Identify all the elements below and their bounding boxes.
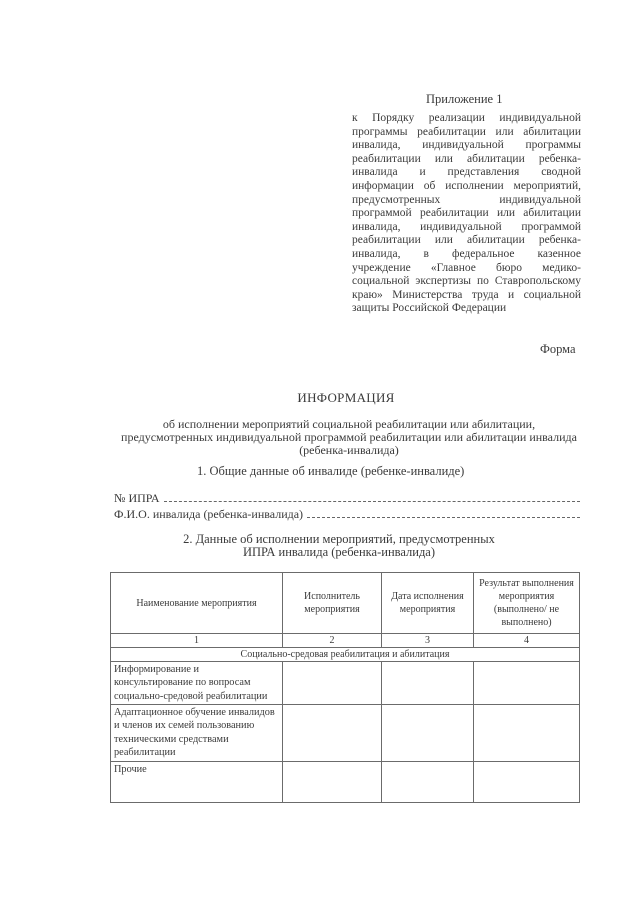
section-1-heading: 1. Общие данные об инвалиде (ребенке-инвалиде) <box>197 464 465 478</box>
table-row <box>111 662 580 705</box>
section-title-row <box>111 648 580 662</box>
executor-cell[interactable] <box>283 662 382 705</box>
executor-cell[interactable] <box>283 762 382 803</box>
full-name-label: Ф.И.О. инвалида (ребенка-инвалида) <box>114 507 304 521</box>
activities-table <box>110 572 580 803</box>
document-subtitle: об исполнении мероприятий социальной реабилитации или абилитации, предусмотренных индивидуальной программой реабилитации или абилитации инвалида (ребенка-инвалида) <box>121 417 577 457</box>
header-execution-date: Дата исполнения мероприятия <box>382 573 474 634</box>
table-row <box>111 705 580 762</box>
result-cell[interactable] <box>474 705 580 762</box>
result-cell[interactable] <box>474 762 580 803</box>
header-result: Результат выполнения мероприятия (выполнено/ не выполнено) <box>474 573 580 634</box>
executor-cell[interactable] <box>283 705 382 762</box>
appendix-title: Приложение 1 <box>426 92 503 106</box>
activity-name-cell: Адаптационное обучение инвалидов и членов их семей пользованию техническими средствами реабилитации <box>111 705 283 762</box>
table-header-row <box>111 573 580 634</box>
column-number: 3 <box>382 634 474 648</box>
column-number: 1 <box>111 634 283 648</box>
ipra-number-fill-line[interactable] <box>164 491 580 502</box>
document-title: ИНФОРМАЦИЯ <box>297 390 395 405</box>
column-number: 4 <box>474 634 580 648</box>
form-label: Форма <box>540 342 576 356</box>
section-title: Социально-средовая реабилитация и абилитация <box>111 648 580 662</box>
table-row <box>111 762 580 803</box>
header-executor: Исполнитель мероприятия <box>283 573 382 634</box>
header-activity-name: Наименование мероприятия <box>111 573 283 634</box>
section-2-heading-line-2: ИПРА инвалида (ребенка-инвалида) <box>242 544 436 559</box>
column-number-row <box>111 634 580 648</box>
result-cell[interactable] <box>474 662 580 705</box>
column-number: 2 <box>283 634 382 648</box>
date-cell[interactable] <box>382 662 474 705</box>
section-2-heading <box>174 533 504 558</box>
ipra-number-field <box>114 491 580 506</box>
activity-name-cell: Информирование и консультирование по вопросам социально-средовой реабилитации <box>111 662 283 705</box>
appendix-reference-text: к Порядку реализации индивидуальной программы реабилитации или абилитации инвалида, индивидуальной программы реабилитации или абилитации ребенка-инвалида и представления сводной информации об исполнении мероприятий, предусмотренных индивидуальной программой реабилитации или абилитации инвалида, индивидуальной программой реабилитации или абилитации ребенка-инвалида, в федеральное казенное учреждение «Главное бюро медико-социальной экспертизы по Ставропольскому краю» Министерства труда и социальной защиты Российской Федерации <box>352 112 581 315</box>
date-cell[interactable] <box>382 762 474 803</box>
activity-name-cell: Прочие <box>111 762 283 803</box>
full-name-field <box>114 507 580 522</box>
date-cell[interactable] <box>382 705 474 762</box>
section-2-heading-line-1: 2. Данные об исполнении мероприятий, предусмотренных <box>183 532 495 546</box>
ipra-number-label: № ИПРА <box>114 491 160 505</box>
full-name-fill-line[interactable] <box>307 507 580 518</box>
